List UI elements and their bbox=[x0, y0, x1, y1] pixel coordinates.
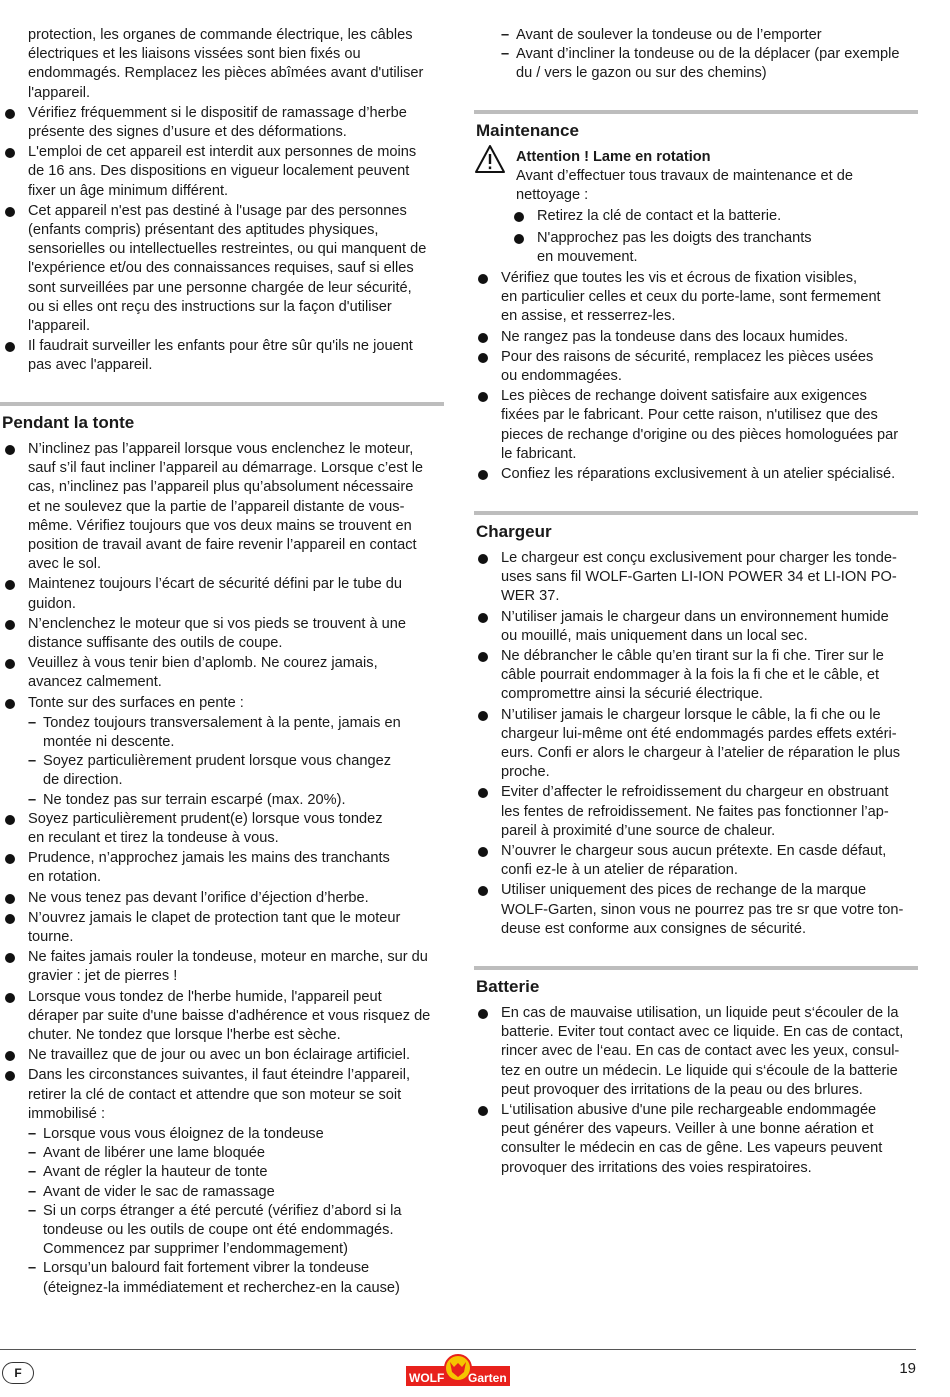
text-line: Tonte sur des surfaces en pente : bbox=[28, 694, 244, 711]
text-line: Avant de vider le sac de ramassage bbox=[43, 1183, 275, 1200]
text-line: En cas de mauvaise utilisation, un liquide peut s‘écouler de la bbox=[501, 1005, 899, 1021]
text-line: Ne débrancher le câble qu’en tirant sur la fi che. Tirer sur le bbox=[501, 648, 884, 664]
bullet-icon bbox=[514, 212, 524, 222]
pendant-la-tonte-rule bbox=[0, 402, 444, 406]
bullet-icon bbox=[478, 1106, 488, 1116]
text-line: Avant de libérer une lame bloquée bbox=[43, 1145, 266, 1162]
text-line: fixées par le fabricant. Pour cette raison, n'utilisez que des bbox=[501, 407, 878, 424]
text-line: et ne soulevez que la partie de l’appareil distante de vous- bbox=[28, 498, 405, 515]
text-line: proche. bbox=[501, 764, 550, 781]
text-line: (éteignez-la immédiatement et recherchez-en la cause) bbox=[43, 1279, 400, 1296]
bullet-icon bbox=[478, 333, 488, 343]
text-line: présente des signes d’usure et des déformations. bbox=[28, 123, 347, 140]
text-line: Veuillez à vous tenir bien d’aplomb. Ne courez jamais, bbox=[28, 655, 378, 672]
bullet-icon bbox=[5, 699, 15, 709]
text-line: Vérifiez que toutes les vis et écrous de fixation visibles, bbox=[501, 270, 858, 286]
text-line: Ne rangez pas la tondeuse dans des locaux humides. bbox=[501, 328, 849, 345]
text-line: WOLF-Garten, sinon vous ne pourrez pas tre sr que votre ton- bbox=[501, 901, 904, 918]
text-line: Utiliser uniquement des pices de rechange de la marque bbox=[501, 882, 867, 899]
text-line: N’utiliser jamais le chargeur dans un environnement humide bbox=[501, 608, 889, 625]
text-line: N’utiliser jamais le chargeur lorsque le câble, la fi che ou le bbox=[501, 706, 881, 723]
page-number: 19 bbox=[899, 1360, 916, 1377]
text-line: en particulier celles et ceux du porte-lame, sont fermement bbox=[501, 289, 881, 306]
text-line: déraper par suite d'une baisse d'adhérence et vous risquez de bbox=[28, 1007, 431, 1024]
text-line: confi ez-le à un atelier de réparation. bbox=[501, 862, 738, 879]
text-line: Soyez particulièrement prudent lorsque vous changez bbox=[43, 753, 392, 770]
dash-icon: – bbox=[28, 1202, 37, 1219]
bullet-icon bbox=[5, 815, 15, 825]
text-line: uses sans fil WOLF-Garten LI-ION POWER 34 et LI-ION PO- bbox=[501, 569, 897, 586]
text-line: l'expérience et/ou des connaissances requises, sauf si elles bbox=[28, 260, 414, 277]
bullet-icon bbox=[5, 894, 15, 904]
text-line: N’inclinez pas l’appareil lorsque vous enclenchez le moteur, bbox=[28, 441, 414, 457]
text-line: sont surveillées par une personne chargée de leur sécurité, bbox=[28, 279, 412, 296]
text-line: montée ni descente. bbox=[43, 733, 175, 750]
text-line: Lorsque vous tondez de l'herbe humide, l'appareil peut bbox=[28, 988, 382, 1005]
bullet-icon bbox=[478, 788, 488, 798]
text-line: Tondez toujours transversalement à la pente, jamais en bbox=[43, 714, 401, 731]
text-line: guidon. bbox=[28, 595, 76, 612]
text-line: Lorsqu’un balourd fait fortement vibrer la tondeuse bbox=[43, 1260, 370, 1277]
text-line: chargeur lui-même ont été endommagés pardes effets extéri- bbox=[501, 725, 897, 742]
text-line: position de travail avant de faire revenir l’appareil en contact bbox=[28, 537, 417, 553]
text-line: en rotation. bbox=[28, 869, 102, 886]
text-line: tondeuse ou les outils de coupe ont été endommagés. bbox=[43, 1221, 394, 1238]
text-line: fixer un âge minimum différent. bbox=[28, 182, 229, 199]
text-line: distance suffisante des outils de coupe. bbox=[28, 634, 283, 651]
text-line: endommagés. Remplacez les pièces abîmées avant d'utiliser bbox=[28, 65, 424, 82]
text-line: Soyez particulièrement prudent(e) lorsque vous tondez bbox=[28, 810, 383, 827]
text-line: Eviter d’affecter le refroidissement du chargeur en obstruant bbox=[501, 784, 889, 801]
text-line: Avant d’effectuer tous travaux de maintenance et de bbox=[516, 168, 853, 185]
text-line: tourne. bbox=[28, 928, 74, 945]
bullet-icon bbox=[478, 886, 488, 896]
bullet-icon bbox=[5, 342, 15, 352]
text-line: pieces de rechange d'origine ou des pièces homologuées par bbox=[501, 426, 899, 443]
wolf-garten-logo bbox=[406, 1354, 510, 1388]
bullet-icon bbox=[5, 445, 15, 455]
warning-triangle-icon bbox=[474, 144, 506, 174]
text-line: Vérifiez fréquemment si le dispositif de ramassage d’herbe bbox=[28, 104, 407, 121]
dash-icon: – bbox=[28, 753, 37, 770]
text-line: Ne faites jamais rouler la tondeuse, moteur en marche, sur du bbox=[28, 949, 428, 966]
text-line: rincer avec de l‘eau. En cas de contact avec les yeux, consul- bbox=[501, 1043, 900, 1060]
text-line: Si un corps étranger a été percuté (vérifiez d’abord si la bbox=[43, 1202, 402, 1219]
text-line: en reculant et tirez la tondeuse à vous. bbox=[28, 829, 279, 846]
pendant-la-tonte-heading: Pendant la tonte bbox=[2, 413, 135, 432]
bullet-icon bbox=[478, 847, 488, 857]
text-line: consulter le médecin en cas de gêne. Les vapeurs peuvent bbox=[501, 1140, 883, 1157]
text-line: ou endommagées. bbox=[501, 367, 622, 384]
bullet-icon bbox=[5, 993, 15, 1003]
text-line: chuter. Ne tondez que lorsque l'herbe est sèche. bbox=[28, 1026, 341, 1043]
bullet-icon bbox=[5, 854, 15, 864]
bullet-icon bbox=[514, 234, 524, 244]
text-line: l'appareil. bbox=[28, 84, 91, 101]
text-line: sauf s’il faut incliner l’appareil au démarrage. Lorsque c’est le bbox=[28, 460, 424, 477]
text-line: en mouvement. bbox=[537, 248, 638, 265]
attention-title: Attention ! Lame en rotation bbox=[516, 149, 711, 165]
bullet-icon bbox=[478, 1009, 488, 1019]
logo-text-right: Garten bbox=[468, 1371, 507, 1385]
text-line: du / vers le gazon ou sur des chemins) bbox=[516, 65, 767, 82]
text-line: nettoyage : bbox=[516, 187, 589, 204]
bullet-icon bbox=[478, 353, 488, 363]
text-line: cas, n’inclinez pas l’appareil plus qu’absolument nécessaire bbox=[28, 479, 414, 496]
text-line: Lorsque vous vous éloignez de la tondeuse bbox=[43, 1126, 324, 1142]
bullet-icon bbox=[478, 392, 488, 402]
bullet-icon bbox=[478, 711, 488, 721]
chargeur-heading: Chargeur bbox=[476, 522, 552, 541]
dash-icon: – bbox=[28, 1260, 37, 1277]
text-line: l'appareil. bbox=[28, 317, 91, 334]
text-line: peut générer des vapeurs. Veiller à une bonne aération et bbox=[501, 1121, 874, 1138]
dash-icon: – bbox=[28, 1145, 37, 1162]
dash-icon: – bbox=[28, 791, 37, 808]
text-line: les fentes de refroidissement. Ne faites pas fonctionner l’ap- bbox=[501, 803, 889, 820]
text-line: Prudence, n’approchez jamais les mains des tranchants bbox=[28, 850, 390, 867]
text-line: Commencez par supprimer l’endommagement) bbox=[43, 1241, 348, 1258]
text-line: (enfants compris) présentant des aptitudes physiques, bbox=[28, 221, 379, 238]
bullet-icon bbox=[478, 470, 488, 480]
text-line: Il faudrait surveiller les enfants pour être sûr qu'ils ne jouent bbox=[28, 338, 413, 355]
text-line: L‘utilisation abusive d'une pile rechargeable endommagée bbox=[501, 1102, 877, 1118]
text-line: Pour des raisons de sécurité, remplacez les pièces usées bbox=[501, 348, 874, 365]
dash-icon: – bbox=[28, 1183, 37, 1200]
text-line: immobilisé : bbox=[28, 1105, 106, 1122]
bullet-icon bbox=[478, 554, 488, 564]
text-line: le fabricant. bbox=[501, 445, 577, 462]
text-line: en assise, et resserrez-les. bbox=[501, 308, 676, 325]
text-line: gravier : jet de pierres ! bbox=[28, 968, 178, 985]
text-line: N’enclenchez le moteur que si vos pieds se trouvent à une bbox=[28, 615, 407, 632]
text-line: tez en outre un médecin. Le liquide qui s‘écoule de la batterie bbox=[501, 1062, 898, 1079]
text-line: N'approchez pas les doigts des tranchants bbox=[537, 229, 812, 246]
text-line: N’ouvrer le chargeur sous aucun prétexte. En casde défaut, bbox=[501, 843, 887, 859]
text-line: batterie. Eviter tout contact avec ce liquide. En cas de contact, bbox=[501, 1024, 904, 1041]
bullet-icon bbox=[5, 580, 15, 590]
text-line: deuse est conforme aux consignes de sécurité. bbox=[501, 920, 807, 937]
language-badge: F bbox=[2, 1362, 34, 1384]
text-line: pareil à proximité d’une source de chaleur. bbox=[501, 822, 776, 839]
batterie-heading: Batterie bbox=[476, 977, 540, 996]
chargeur-rule bbox=[474, 511, 918, 515]
dash-icon: – bbox=[501, 46, 510, 63]
text-line: Les pièces de rechange doivent satisfaire aux exigences bbox=[501, 388, 867, 405]
text-line: Maintenez toujours l’écart de sécurité défini par le tube du bbox=[28, 576, 402, 593]
text-line: Dans les circonstances suivantes, il faut éteindre l’appareil, bbox=[28, 1067, 411, 1084]
footer-rule bbox=[0, 1349, 916, 1350]
text-line: Ne travaillez que de jour ou avec un bon éclairage artificiel. bbox=[28, 1047, 411, 1064]
bullet-icon bbox=[5, 207, 15, 217]
text-line: de 16 ans. Des dispositions en vigueur localement peuvent bbox=[28, 163, 410, 180]
text-line: Avant d’incliner la tondeuse ou de la déplacer (par exemple bbox=[516, 46, 900, 63]
text-line: L'emploi de cet appareil est interdit aux personnes de moins bbox=[28, 144, 417, 161]
text-line: ou si elles ont reçu des instructions sur la façon d'utiliser bbox=[28, 298, 392, 315]
bullet-icon bbox=[5, 1071, 15, 1081]
text-line: avec le sol. bbox=[28, 556, 102, 573]
maintenance-heading: Maintenance bbox=[476, 121, 579, 140]
bullet-icon bbox=[478, 613, 488, 623]
bullet-icon bbox=[5, 620, 15, 630]
batterie-rule bbox=[474, 966, 918, 970]
dash-icon: – bbox=[28, 1164, 37, 1181]
text-line: Ne vous tenez pas devant l’orifice d’éjection d’herbe. bbox=[28, 889, 369, 906]
bullet-icon bbox=[5, 659, 15, 669]
text-line: même. Vérifiez toujours que vos deux mains se trouvent en bbox=[28, 517, 412, 534]
bullet-icon bbox=[5, 914, 15, 924]
logo-text-left: WOLF bbox=[409, 1371, 445, 1385]
text-line: câble pourrait endommager à la fois la fi che et le câble, et bbox=[501, 667, 880, 684]
text-line: Cet appareil n'est pas destiné à l'usage par des personnes bbox=[28, 202, 407, 219]
bullet-icon bbox=[478, 274, 488, 284]
text-line: de direction. bbox=[43, 772, 123, 789]
text-line: protection, les organes de commande électrique, les câbles bbox=[28, 27, 413, 43]
text-line: Avant de soulever la tondeuse ou de l’emporter bbox=[516, 27, 822, 43]
text-line: Le chargeur est conçu exclusivement pour charger les tonde- bbox=[501, 550, 897, 566]
bullet-icon bbox=[5, 148, 15, 158]
dash-icon: – bbox=[501, 27, 510, 43]
text-line: Retirez la clé de contact et la batterie. bbox=[537, 207, 782, 224]
bullet-icon bbox=[5, 1051, 15, 1061]
maintenance-rule bbox=[474, 110, 918, 114]
text-line: Avant de régler la hauteur de tonte bbox=[43, 1164, 268, 1181]
text-line: avancez calmement. bbox=[28, 674, 162, 691]
text-line: Confiez les réparations exclusivement à un atelier spécialisé. bbox=[501, 466, 896, 482]
text-line: pas avec l'appareil. bbox=[28, 357, 153, 374]
text-line: Ne tondez pas sur terrain escarpé (max. 20%). bbox=[43, 791, 346, 808]
text-line: N’ouvrez jamais le clapet de protection tant que le moteur bbox=[28, 909, 401, 926]
text-line: compromettre ainsi la sécurié électrique. bbox=[501, 686, 763, 703]
text-line: peut provoquer des irritations de la peau ou des brlures. bbox=[501, 1081, 863, 1098]
text-line: électriques et les liaisons vissées sont bien fixés ou bbox=[28, 46, 361, 63]
text-line: WER 37. bbox=[501, 588, 560, 605]
text-line: provoquer des irritations des voies respiratoires. bbox=[501, 1159, 812, 1176]
bullet-icon bbox=[5, 109, 15, 119]
text-line: retirer la clé de contact et attendre que son moteur se soit bbox=[28, 1086, 402, 1103]
text-line: sensorielles ou intellectuelles restreintes, ou qui manquent de bbox=[28, 241, 427, 258]
dash-icon: – bbox=[28, 1126, 37, 1142]
bullet-icon bbox=[5, 953, 15, 963]
text-line: eurs. Confi er alors le chargeur à l’atelier de réparation le plus bbox=[501, 744, 901, 761]
bullet-icon bbox=[478, 652, 488, 662]
dash-icon: – bbox=[28, 714, 37, 731]
text-line: ou mouillé, mais uniquement dans un local sec. bbox=[501, 627, 808, 644]
